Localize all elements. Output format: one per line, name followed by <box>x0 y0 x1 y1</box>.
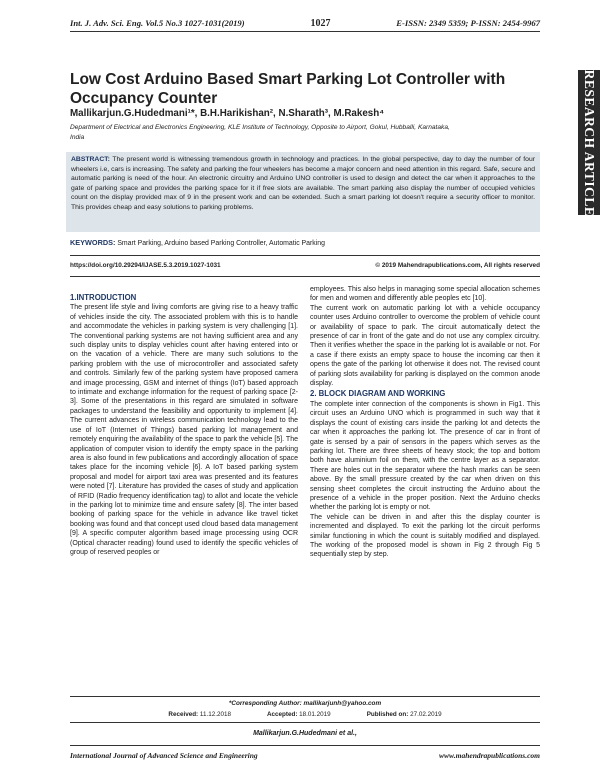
paper-title: Low Cost Arduino Based Smart Parking Lot Controller with Occupancy Counter <box>70 71 506 107</box>
doi-bottom-rule <box>70 276 540 277</box>
corresponding-author: *Corresponding Author: mallikarjunh@yahoo.com <box>228 700 382 707</box>
journal-citation: Int. J. Adv. Sci. Eng. Vol.5 No.3 1027-1031(2019) <box>70 18 245 28</box>
copyright: © 2019 Mahendrapublications.com, All rights reserved <box>375 262 540 269</box>
abstract-label: ABSTRACT: <box>71 156 110 163</box>
header-rule <box>70 31 540 32</box>
accepted-date: Accepted: 18.01.2019 <box>266 711 331 718</box>
paragraph: The current work on automatic parking lot with a vehicle occupancy counter uses Arduino controller to overcome the problem of vehicle count or availability of space to park. The circuit automatically detect the presence of car in front of the gate and do not use any complex circuitry. Then it verifies whether the space in the parking lot is available or not. For a case if there exists an empty space to house the incoming car then it opens the gate of the parking lot otherwise it does not. The revised count of parking slots availability for parking is displayed on the common anode display. <box>310 304 540 388</box>
doi-line <box>70 262 540 269</box>
research-article-tab <box>578 70 600 215</box>
side-label: RESEARCH ARTICLE <box>582 69 597 216</box>
affiliation: Department of Electrical and Electronics Engineering, KLE Institute of Technology, Opposite to Airport, Gokul, Hubballi, Karnataka, India <box>70 124 450 141</box>
abstract-text: The present world is witnessing tremendous growth in technology and practices. In the global perspective, day to day the number of four wheelers i.e, cars is increasing. The safety and parking the four wheelers has become a major concern and need attention in this regard. Safe, secure and automatic parking is need of the hour. An electronic circuitry and Arduino UNO controller is used to design and detect the car when it approaches to the gate of parking space and provides the parking space for it if free slots are available. The smart parking also display the number of occupied vehicles count on the display provided max of 9 in the present work and can be extended. Such a smart parking lot doesn't require a security officer to monitor. This provides cheap and easy solutions to parking problems. <box>71 156 535 211</box>
page-number: 1027 <box>310 18 331 29</box>
article-dates <box>70 711 540 718</box>
section-heading-block-diagram: 2. BLOCK DIAGRAM AND WORKING <box>310 389 446 399</box>
paragraph: The vehicle can be driven in and after this the display counter is incremented and displayed. To exit the parking lot the circuit performs similar functioning in which the count is suitably modified and displayed. The working of the proposed model is shown in Fig 2 through Fig 5 sequentially step by step. <box>310 513 540 559</box>
footer-author: Mallikarjun.G.Hudedmani et al., <box>253 730 357 737</box>
abstract-box <box>66 152 540 232</box>
footer-journal: International Journal of Advanced Science and Engineering <box>70 751 258 760</box>
keywords-label: KEYWORDS: <box>70 238 116 247</box>
doi-top-rule <box>70 255 540 256</box>
introduction-text: The present life style and living comforts are giving rise to a heavy traffic of vehicles inside the city. The associated problem with this is to handle and accommodate the vehicles in parking system is very challenging [1]. The conventional parking systems are not having sufficient area and any such display units to display vehicles count after having entered into or on the vacation of a vehicle. There are many such solutions to the parking problem with the use of microcontroller and associated safety and controls. Similarly few of the parking system have proposed camera and image processing, GSM and internet of things (IoT) based approach to intimate and exchange information for the request of parking space [2-3]. Some of the presentations in this regard are simulated in software packages to understand the feasibility and opportunity to implement [4]. The current advances in wireless communication technology lead to the use of IoT (Internet of Things) based parking lot management and remotely enquiring the availability of the space to park the vehicle [5]. The application of computer vision to identify the empty space in the parking area is also found in few publications and accordingly allocation of space takes place for the incoming vehicle [6]. A IoT based parking system proposal and model for airport taxi area was presented and its features were noted [7]. Literature has provided the cases of study and application of RFID (Radio frequency identification tag) to allot and locate the vehicle in the parking lot to minimize time and ensure safety [8]. The inter based booking of parking space for the vehicle in advance like travel ticket booking was found and that concept used cloud based data management [9]. A specific computer algorithm based image processing using OCR (Optical character reading) found used to identify the specific vehicles of group of reserved peoples or <box>70 304 298 556</box>
running-footer <box>70 751 540 760</box>
keywords <box>70 238 540 247</box>
doi-link[interactable]: https://doi.org/10.29294/IJASE.5.3.2019.1027-1031 <box>70 262 221 269</box>
column-right <box>310 285 540 560</box>
received-date: Received: 11.12.2018 <box>168 711 231 718</box>
section-heading-introduction: 1.INTRODUCTION <box>70 293 137 302</box>
footer-rule <box>70 745 540 746</box>
issn: E-ISSN: 2349 5359; P-ISSN: 2454-9967 <box>396 18 540 28</box>
running-header <box>70 18 540 29</box>
author-list: Mallikarjun.G.Hudedmani¹*, B.H.Harikishan², N.Sharath³, M.Rakesh⁴ <box>70 108 385 119</box>
dates-rule <box>70 722 540 723</box>
keywords-text: Smart Parking, Arduino based Parking Controller, Automatic Parking <box>117 240 325 247</box>
paragraph: The complete inter connection of the components is shown in Fig1. This circuit uses an Arduino UNO which is programmed in such way that it displays the count of existing cars inside the parking lot and detects the car when it approaches the parking lot. The presence of car in front of gate is sensed by a pair of sensors in the papers which serves as the parking lot. There are three sheets of heavy stock; the top and bottom both have aluminium foil on them, with the centre layer as a separator. There are holes cut in the separator where the hash marks can be seen above. By the small pressure created by the car when driven on this sensing sheet completes the circuit instructing the Arduino about the presence of a vehicle in the proper position. Next the Arduino checks whether the parking lot is empty or not. <box>310 400 540 512</box>
footer-website[interactable]: www.mahendrapublications.com <box>439 751 540 760</box>
published-date: Published on: 27.02.2019 <box>366 711 442 718</box>
paragraph: employees. This also helps in managing some special allocation schemes for men and women and differently able peoples etc [10]. <box>310 286 540 303</box>
column-left <box>70 292 298 557</box>
footnote-rule <box>70 696 540 697</box>
